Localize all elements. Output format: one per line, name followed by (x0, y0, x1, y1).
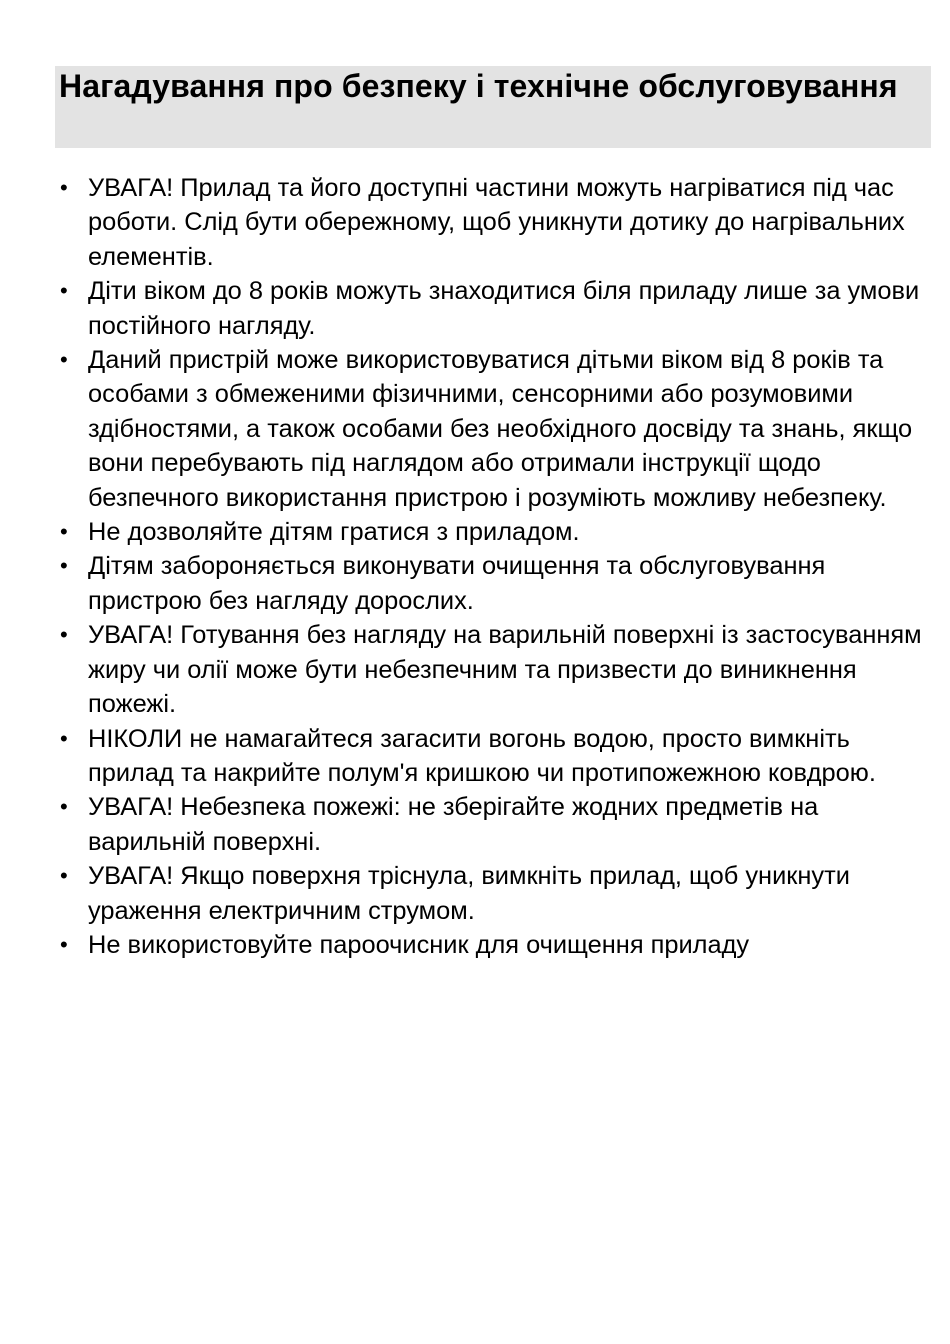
list-item (58, 859, 928, 928)
list-item-text: УВАГА! Якщо поверхня тріснула, вимкніть прилад, щоб уникнути ураження електричним струмом. (88, 862, 850, 925)
list-item-text: НІКОЛИ не намагайтеся загасити вогонь водою, просто вимкніть прилад та накрийте полум'я кришкою чи протипожежною ковдрою. (88, 724, 876, 787)
list-item-text: Діти віком до 8 років можуть знаходитися біля приладу лише за умови постійного нагляду. (88, 277, 920, 340)
list-item (58, 515, 928, 549)
list-item (58, 549, 928, 618)
safety-list (58, 171, 928, 962)
bullet-icon: • (60, 553, 68, 579)
section-heading: Нагадування про безпеку і технічне обслуговування (59, 68, 898, 104)
list-item-text: УВАГА! Прилад та його доступні частини можуть нагріватися під час роботи. Слід бути обережному, щоб уникнути дотику до нагрівальних елементів. (88, 174, 905, 271)
bullet-icon: • (60, 347, 68, 373)
bullet-icon: • (60, 725, 68, 751)
list-item-text: Не дозволяйте дітям гратися з приладом. (88, 518, 580, 547)
list-item-text: Дітям забороняється виконувати очищення та обслуговування пристрою без нагляду дорослих. (88, 552, 826, 615)
list-item-text: Не використовуйте пароочисник для очищення приладу (88, 930, 750, 959)
bullet-icon: • (60, 931, 68, 957)
bullet-icon: • (60, 863, 68, 889)
bullet-icon: • (60, 794, 68, 820)
bullet-icon: • (60, 622, 68, 648)
list-item-text: УВАГА! Небезпека пожежі: не зберігайте жодних предметів на варильній поверхні. (88, 793, 819, 856)
list-item (58, 618, 928, 721)
list-item-text: Даний пристрій може використовуватися дітьми віком від 8 років та особами з обмеженими фізичними, сенсорними або розумовими здібностями, а також особами без необхідного досвіду та знань, якщо вони перебувають під наглядом або отримали інструкції щодо безпечного використання пристрою і розуміють можливу небезпеку. (88, 346, 913, 512)
list-item (58, 343, 928, 515)
list-item-text: УВАГА! Готування без нагляду на варильній поверхні із застосуванням жиру чи олії може бути небезпечним та призвести до виникнення пожежі. (88, 621, 922, 719)
list-item (58, 790, 928, 859)
list-item (58, 171, 928, 274)
list-item (58, 928, 928, 962)
bullet-icon: • (60, 278, 68, 304)
bullet-icon: • (60, 519, 68, 545)
list-item (58, 274, 928, 343)
bullet-icon: • (60, 175, 68, 200)
list-item (58, 722, 928, 791)
